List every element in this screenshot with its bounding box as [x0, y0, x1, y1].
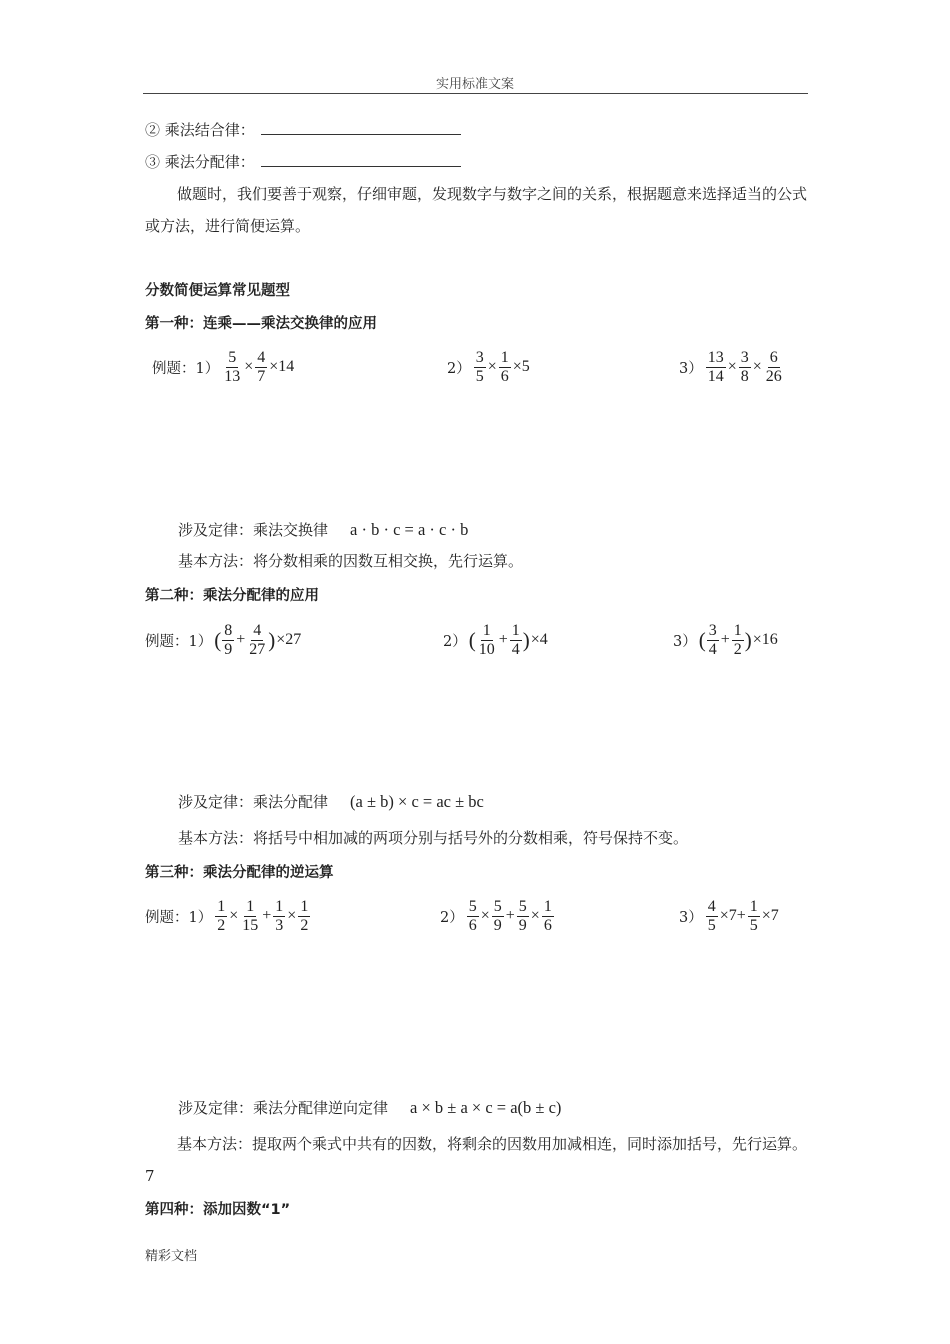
fraction [542, 898, 554, 935]
numerator: 1 [543, 897, 552, 915]
operator: + [720, 631, 730, 648]
type1-law-formula: a · b · c = a · c · b [350, 520, 469, 539]
fraction [255, 349, 267, 386]
operator: ×7 [761, 907, 779, 924]
type1-example-3 [679, 345, 785, 389]
type3-law-formula: a × b ± a × c = a(b ± c) [410, 1098, 562, 1117]
numerator: 3 [708, 621, 717, 639]
type2-example-3 [673, 618, 779, 662]
operator: × [487, 358, 497, 375]
denominator: 9 [493, 916, 502, 934]
dist-law-label: ③ 乘法分配律： [145, 153, 255, 171]
numerator: 1 [500, 348, 509, 366]
assoc-law-blank [261, 120, 461, 135]
numerator: 5 [518, 897, 527, 915]
type3-example-1 [145, 894, 311, 938]
operator: + [262, 907, 272, 924]
operator: ×5 [512, 358, 530, 375]
denominator: 4 [511, 640, 520, 658]
fraction [273, 898, 285, 935]
numerator: 8 [224, 621, 233, 639]
type3-law-label: 涉及定律：乘法分配律逆向定律 [178, 1099, 389, 1117]
fraction [247, 622, 267, 659]
example-label: 3） [679, 909, 703, 926]
fraction [492, 898, 504, 935]
operator: ×4 [530, 631, 548, 648]
type1-example-2 [447, 345, 531, 389]
operator: × [727, 358, 737, 375]
type3-example-3 [679, 894, 780, 938]
type2-method: 基本方法：将括号中相加减的两项分别与括号外的分数相乘，符号保持不变。 [178, 829, 689, 847]
numerator: 1 [275, 897, 284, 915]
example-label: 例题：1） [145, 633, 213, 650]
type3-method: 基本方法：提取两个乘式中共有的因数，将剩余的因数用加减相连，同时添加括号，先行运算。7 [145, 1135, 808, 1185]
type4-heading: 第四种：添加因数“1” [145, 1202, 291, 1218]
type1-law [178, 519, 468, 540]
fraction [510, 622, 522, 659]
operator: × [752, 358, 762, 375]
example-label: 3） [679, 360, 703, 377]
assoc-law-label: ② 乘法结合律： [145, 121, 255, 139]
operator: × [244, 358, 254, 375]
denominator: 2 [300, 916, 309, 934]
denominator: 5 [475, 367, 484, 385]
denominator: 13 [224, 367, 241, 385]
denominator: 7 [257, 367, 266, 385]
fraction [706, 898, 718, 935]
denominator: 2 [217, 916, 226, 934]
section-title: 分数简便运算常见题型 [145, 283, 290, 299]
example-label: 2） [440, 909, 464, 926]
denominator: 27 [249, 640, 266, 658]
numerator: 1 [246, 897, 255, 915]
fraction [298, 898, 310, 935]
type2-example-2 [443, 618, 549, 662]
numerator: 1 [482, 621, 491, 639]
numerator: 6 [769, 348, 778, 366]
denominator: 9 [518, 916, 527, 934]
parenthesis: ( [214, 628, 222, 652]
dist-law-blank [261, 152, 461, 167]
operator: ×14 [269, 358, 295, 375]
example-label: 3） [673, 633, 697, 650]
operator: + [505, 907, 515, 924]
parenthesis: ) [268, 628, 276, 652]
denominator: 15 [242, 916, 259, 934]
parenthesis: ( [698, 628, 706, 652]
example-label: 例题：1） [145, 909, 213, 926]
denominator: 6 [500, 367, 509, 385]
numerator: 1 [300, 897, 309, 915]
operator: × [530, 907, 540, 924]
numerator: 4 [253, 621, 262, 639]
assoc-law-line [145, 120, 461, 140]
fraction [215, 898, 227, 935]
numerator: 5 [468, 897, 477, 915]
numerator: 5 [493, 897, 502, 915]
denominator: 9 [224, 640, 233, 658]
numerator: 1 [217, 897, 226, 915]
denominator: 8 [740, 367, 749, 385]
numerator: 4 [707, 897, 716, 915]
example-label: 2） [443, 633, 467, 650]
denominator: 5 [707, 916, 716, 934]
fraction [517, 898, 529, 935]
denominator: 6 [543, 916, 552, 934]
fraction [499, 349, 511, 386]
type2-example-1 [145, 618, 302, 662]
parenthesis: ) [744, 628, 752, 652]
numerator: 5 [228, 348, 237, 366]
example-label: 2） [447, 360, 471, 377]
operator: + [498, 631, 508, 648]
numerator: 3 [740, 348, 749, 366]
fraction [222, 622, 234, 659]
numerator: 1 [733, 621, 742, 639]
type2-law-label: 涉及定律：乘法分配律 [178, 793, 329, 811]
operator: + [236, 631, 246, 648]
parenthesis: ( [468, 628, 476, 652]
type2-heading: 第二种：乘法分配律的应用 [145, 588, 319, 604]
operator: ×27 [276, 631, 302, 648]
fraction [474, 349, 486, 386]
numerator: 1 [749, 897, 758, 915]
intro-paragraph: 做题时，我们要善于观察，仔细审题，发现数字与数字之间的关系，根据题意来选择适当的公式或方法，进行简便运算。 [145, 185, 808, 235]
numerator: 13 [707, 348, 724, 366]
type1-method: 基本方法：将分数相乘的因数互相交换，先行运算。 [178, 552, 524, 570]
header-rule [143, 93, 808, 94]
dist-law-line [145, 152, 461, 172]
denominator: 10 [478, 640, 495, 658]
denominator: 3 [275, 916, 284, 934]
denominator: 14 [707, 367, 724, 385]
type1-example-1 [152, 345, 295, 389]
type2-law-formula: (a ± b) × c = ac ± bc [350, 792, 484, 811]
type3-example-2 [440, 894, 555, 938]
example-label: 例题：1） [152, 360, 220, 377]
fraction [707, 622, 719, 659]
type3-law [178, 1097, 561, 1118]
page-header: 实用标准文案 [435, 77, 514, 92]
type3-heading: 第三种：乘法分配律的逆运算 [145, 865, 334, 881]
fraction [739, 349, 751, 386]
fraction [222, 349, 242, 386]
type1-law-label: 涉及定律：乘法交换律 [178, 521, 329, 539]
denominator: 6 [468, 916, 477, 934]
type1-heading: 第一种：连乘——乘法交换律的应用 [145, 316, 377, 332]
denominator: 4 [708, 640, 717, 658]
fraction [240, 898, 260, 935]
operator: ×16 [752, 631, 778, 648]
numerator: 1 [511, 621, 520, 639]
operator: × [287, 907, 297, 924]
denominator: 5 [749, 916, 758, 934]
operator: × [480, 907, 490, 924]
fraction [748, 898, 760, 935]
denominator: 2 [733, 640, 742, 658]
fraction [467, 898, 479, 935]
fraction [732, 622, 744, 659]
type2-law [178, 791, 484, 812]
fraction [764, 349, 784, 386]
numerator: 3 [475, 348, 484, 366]
page-footer: 精彩文档 [145, 1249, 198, 1264]
fraction [706, 349, 726, 386]
operator: × [229, 907, 239, 924]
numerator: 4 [257, 348, 266, 366]
denominator: 26 [765, 367, 782, 385]
parenthesis: ) [522, 628, 530, 652]
operator: ×7+ [719, 907, 746, 924]
fraction [477, 622, 497, 659]
